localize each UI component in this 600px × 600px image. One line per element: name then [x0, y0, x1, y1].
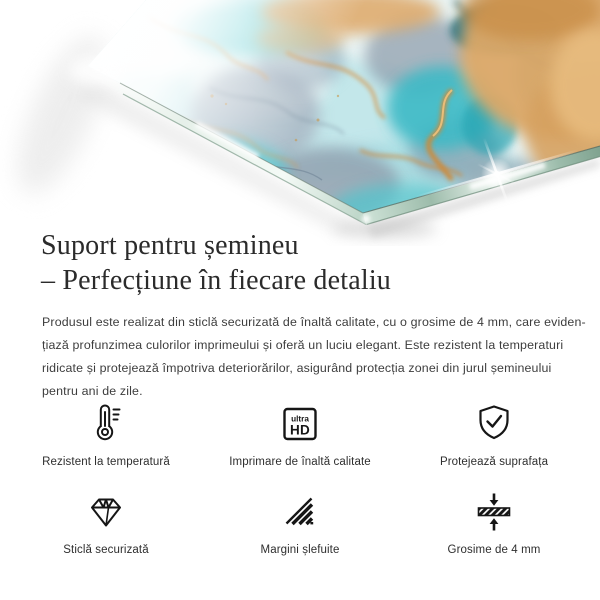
feature-4mm-thickness [397, 486, 591, 558]
polished-edges-icon [278, 490, 322, 534]
feature-label: Sticlă securizată [63, 544, 149, 556]
feature-label: Protejează suprafața [439, 456, 549, 468]
ultra-hd-badge-bottom: HD [289, 422, 311, 438]
description-line: țiază profunzimea culorilor imprimeului și oferă un luciu elegant. Este rezistent la temperaturi [42, 338, 564, 352]
diamond-icon [84, 490, 128, 534]
ultra-hd-icon [278, 402, 322, 446]
feature-label: Margini șlefuite [260, 544, 340, 556]
feature-grid [9, 398, 591, 558]
product-description [42, 311, 586, 403]
feature-temperature-resistant [9, 398, 203, 470]
feature-surface-protection [397, 398, 591, 470]
product-photo-glass-panel [0, 0, 600, 246]
title-line-1: Suport pentru șemineu [41, 230, 299, 261]
description-line: pentru ani de zile. [42, 384, 143, 398]
description-line: Produsul este realizat din sticlă securizată de înaltă calitate, cu o grosime de 4 mm, care eviden- [42, 315, 586, 329]
ultra-hd-badge-top: ultra [291, 414, 309, 424]
shield-check-icon [472, 402, 516, 446]
feature-ultra-hd-print [203, 398, 397, 470]
feature-label: Grosime de 4 mm [447, 544, 541, 556]
page-title [41, 228, 391, 298]
thermometer-icon [84, 402, 128, 446]
feature-label: Rezistent la temperatură [42, 456, 170, 468]
feature-tempered-glass [9, 486, 203, 558]
description-line: ridicate și protejează împotriva deteriorărilor, asigurând protecția zonei din jurul șemineului [42, 361, 552, 375]
feature-label: Imprimare de înaltă calitate [229, 456, 371, 468]
thickness-arrows-icon [472, 490, 516, 534]
feature-polished-edges [203, 486, 397, 558]
title-line-2: – Perfecțiune în fiecare detaliu [41, 265, 392, 296]
